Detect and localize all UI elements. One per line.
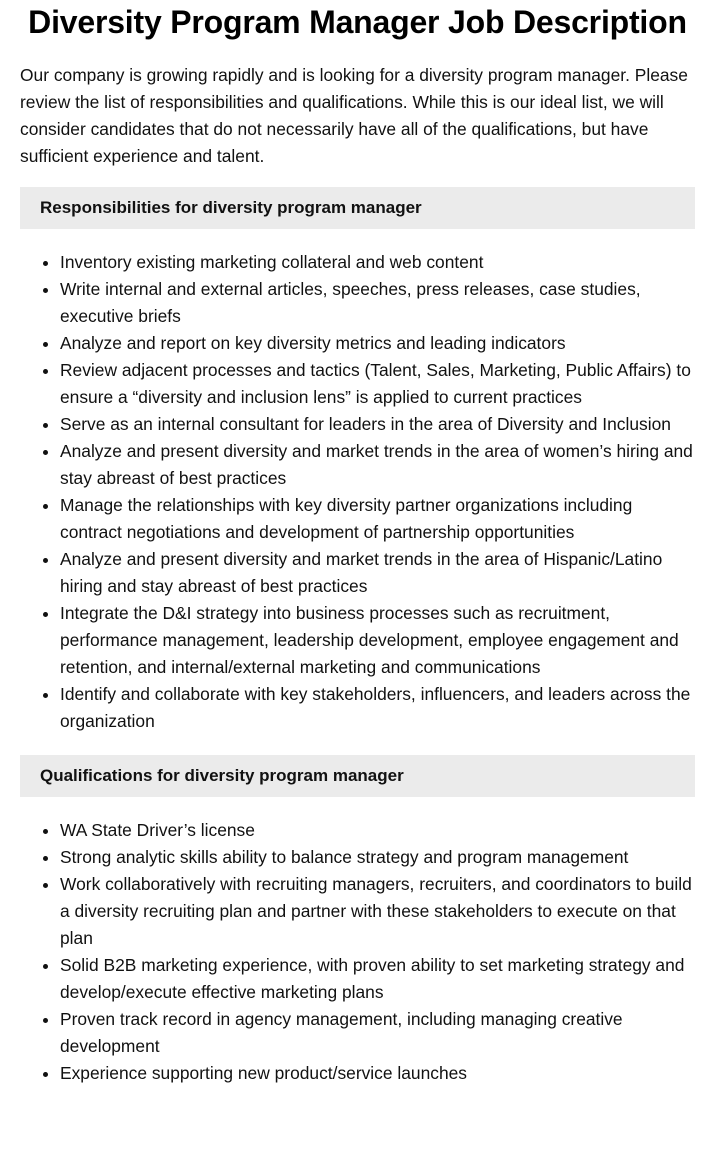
page-title: Diversity Program Manager Job Description bbox=[28, 4, 687, 40]
list-item: • Experience supporting new product/service launches bbox=[60, 1060, 695, 1087]
list-item: • Analyze and report on key diversity metrics and leading indicators bbox=[60, 330, 695, 357]
qualifications-heading: Qualifications for diversity program manager bbox=[20, 755, 695, 797]
intro-paragraph: Our company is growing rapidly and is looking for a diversity program manager. Please review the list of responsibilities and qualifications. While this is our ideal list, we will consider candidates that do not necessarily have all of the qualifications, but have sufficient experience and talent. bbox=[20, 65, 688, 166]
list-item: • WA State Driver’s license bbox=[60, 817, 695, 844]
list-item: • Identify and collaborate with key stakeholders, influencers, and leaders across the organization bbox=[60, 681, 695, 735]
responsibilities-section bbox=[20, 187, 695, 735]
list-item: • Proven track record in agency management, including managing creative development bbox=[60, 1006, 695, 1060]
list-item: • Integrate the D&I strategy into business processes such as recruitment, performance management, leadership development, employee engagement and retention, and internal/external marketing and communications bbox=[60, 600, 695, 681]
list-item: • Serve as an internal consultant for leaders in the area of Diversity and Inclusion bbox=[60, 411, 695, 438]
list-item: • Solid B2B marketing experience, with proven ability to set marketing strategy and develop/execute effective marketing plans bbox=[60, 952, 695, 1006]
responsibilities-list bbox=[20, 249, 695, 735]
qualifications-list bbox=[20, 817, 695, 1087]
qualifications-section bbox=[20, 755, 695, 1087]
list-item: • Inventory existing marketing collateral and web content bbox=[60, 249, 695, 276]
list-item: • Manage the relationships with key diversity partner organizations including contract negotiations and development of partnership opportunities bbox=[60, 492, 695, 546]
responsibilities-heading: Responsibilities for diversity program manager bbox=[20, 187, 695, 229]
list-item: • Review adjacent processes and tactics (Talent, Sales, Marketing, Public Affairs) to ensure a “diversity and inclusion lens” is applied to current practices bbox=[60, 357, 695, 411]
list-item: • Analyze and present diversity and market trends in the area of women’s hiring and stay abreast of best practices bbox=[60, 438, 695, 492]
list-item: • Work collaboratively with recruiting managers, recruiters, and coordinators to build a diversity recruiting plan and partner with these stakeholders to execute on that plan bbox=[60, 871, 695, 952]
list-item: • Write internal and external articles, speeches, press releases, case studies, executive briefs bbox=[60, 276, 695, 330]
list-item: • Analyze and present diversity and market trends in the area of Hispanic/Latino hiring and stay abreast of best practices bbox=[60, 546, 695, 600]
list-item: • Strong analytic skills ability to balance strategy and program management bbox=[60, 844, 695, 871]
